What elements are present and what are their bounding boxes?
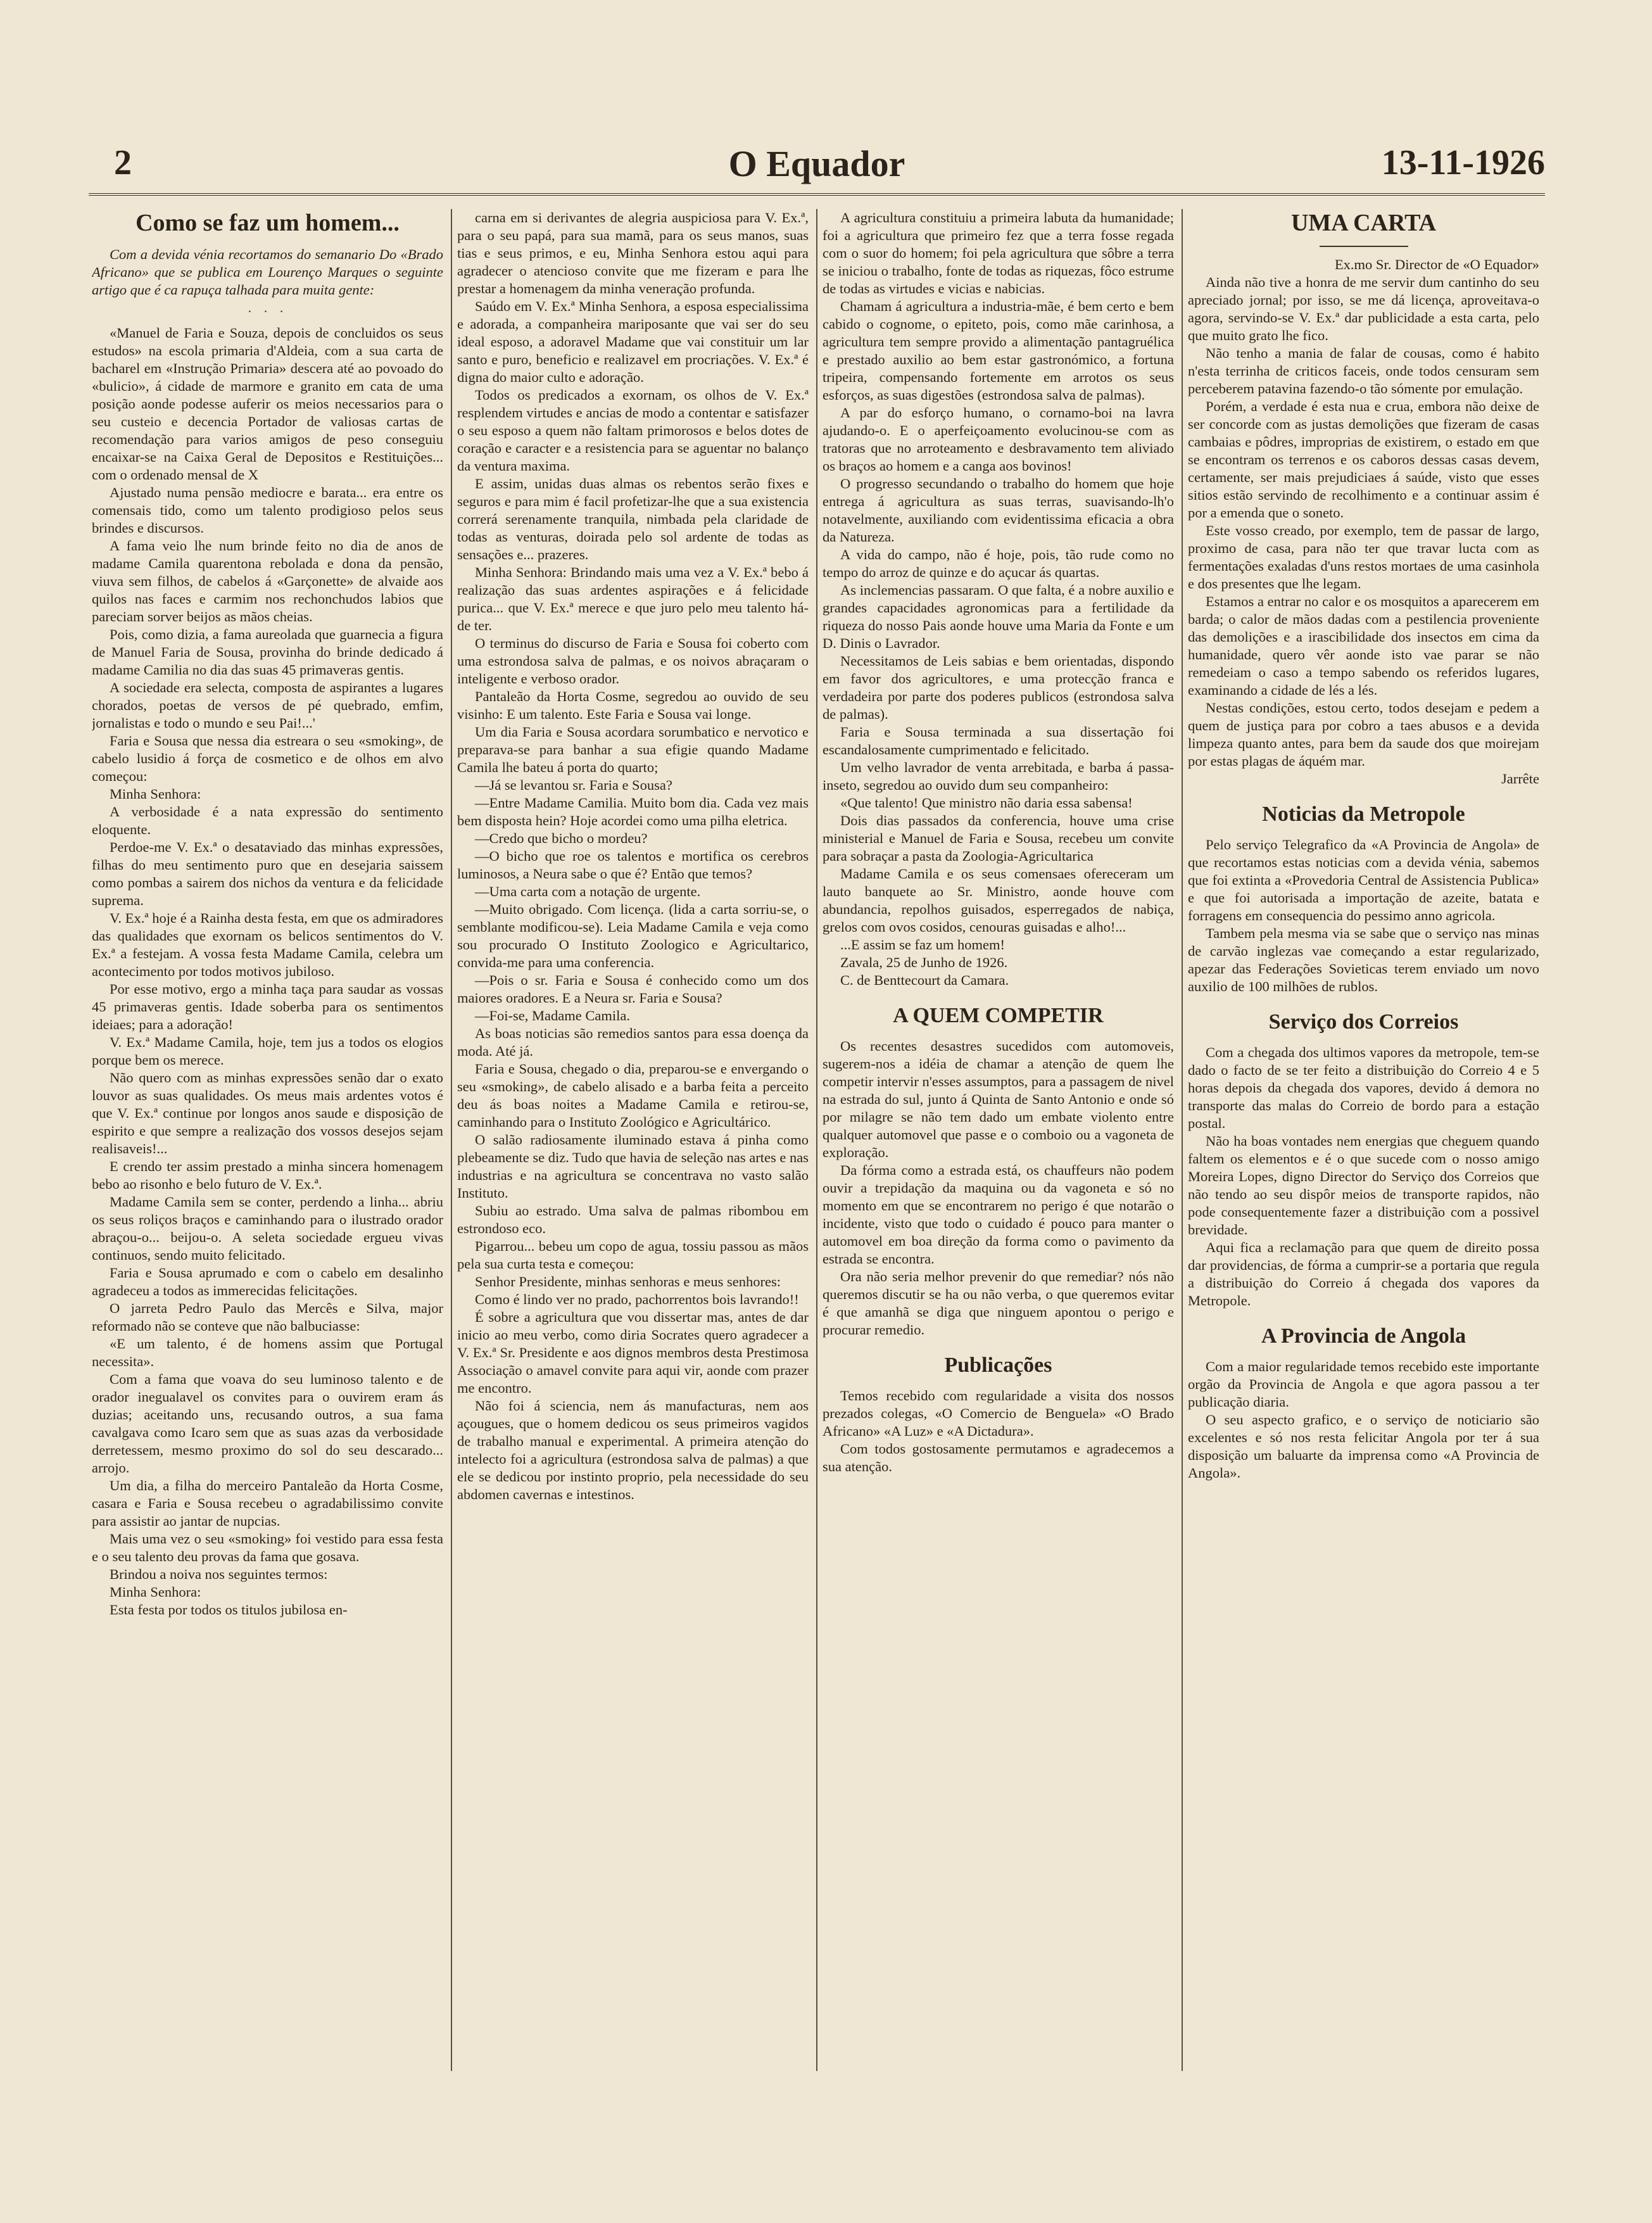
masthead-rule	[89, 193, 1545, 196]
paragraph: Todos os predicados a exornam, os olhos de V. Ex.ª resplendem virtudes e ancias de modo a contentar e satisfazer o seu esposo a quem não faltam primorosos e belos dotes de coração e caracter e a resistencia para se aguentar no balanço da ventura maxima.	[457, 387, 809, 474]
paragraph: Subiu ao estrado. Uma salva de palmas ribombou em estrondoso eco.	[457, 1203, 809, 1236]
article-intro: Com a devida vénia recortamos do semanario Do «Brado Africano» que se publica em Lourenço Marques o seguinte artigo que é ca rapuça talhada para muita gente:	[92, 246, 443, 298]
paragraph: A vida do campo, não é hoje, pois, tão rude como no tempo do arroz de quinze e do açucar ás quartas.	[823, 547, 1174, 580]
paragraph: Faria e Sousa aprumado e com o cabelo em desalinho agradeceu a todos as immerecidas felicitações.	[92, 1265, 443, 1298]
article-body-continued	[457, 209, 809, 1504]
paragraph: Não quero com as minhas expressões senão dar o exato louvor as suas qualidades. Os meus mais ardentes votos é que V. Ex.ª continue por longos anos saude e disposição de espirito e que sempre a realização dos vossos desejos sejam realisaveis!...	[92, 1070, 443, 1156]
paragraph: Minha Senhora: Brindando mais uma vez a V. Ex.ª bebo á realização das suas ardentes aspirações e á felicidade purica... que V. Ex.ª merece e que juro pelo meu talento há-de ter.	[457, 564, 809, 633]
competir-body	[823, 1037, 1174, 1339]
paragraph: Tambem pela mesma via se sabe que o serviço nas minas de carvão inglezas vae começando a estar regularizado, apezar das Federações Sovieticas terem enviado um novo auxilio de 100 milhões de rublos.	[1188, 925, 1539, 994]
paragraph: Pelo serviço Telegrafico da «A Provincia de Angola» de que recortamos estas noticias com a devida vénia, sabemos que foi extinta a «Provedoria Central de Assistencia Publica» e que foi autorisada a importação de azeite, batata e forragens em consequencia do pessimo anno agricola.	[1188, 837, 1539, 923]
paragraph: Um velho lavrador de venta arrebitada, e barba á passa-inseto, segredou ao ouvido dum seu companheiro:	[823, 759, 1174, 793]
divider	[1320, 246, 1408, 247]
paragraph: Estamos a entrar no calor e os mosquitos a aparecerem em barda; o calor de mãos dadas com a pestilencia proveniente das demolições e a irascibilidade dos insectos em cima da humanidade, quero vêr aonde isto vae parar se não remedeiam o caso a tempo sabendo os referidos lugares, examinando a cidade de lés a lés.	[1188, 593, 1539, 698]
paragraph: Esta festa por todos os titulos jubilosa en-	[110, 1602, 348, 1618]
paragraph: V. Ex.ª hoje é a Rainha desta festa, em que os admiradores das qualidades que exornam os belicos sentimentos do V. Ex.ª a festejam. A vossa festa Madame Camila, celebra um acontecimento por todos motivos jubiloso.	[92, 910, 443, 979]
paragraph: A par do esforço humano, o cornamo-boi na lavra ajudando-o. E o aperfeiçoamento evolucinou-se com as tratoras que no arroteamento e desbravamento tem aliviado os braços ao homem e a canga aos bovinos!	[823, 405, 1174, 474]
paragraph: Um dia, a filha do merceiro Pantaleão da Horta Cosme, casara e Faria e Sousa recebeu o agradabilissimo convite para assistir ao jantar de nupcias.	[92, 1478, 443, 1529]
paragraph: O progresso secundando o trabalho do homem que hoje entrega á agricultura as suas terras, suavisando-lh'o notavelmente, auxiliando com evidentissima eficacia a obra da Natureza.	[823, 476, 1174, 545]
paragraph: Perdoe-me V. Ex.ª o desataviado das minhas expressões, filhas do meu sentimento puro que en desejaria saissem como pombas a sairem dos nichos da ventura e da felicidade suprema.	[92, 839, 443, 908]
paragraph: A sociedade era selecta, composta de aspirantes a lugares chorados, poetas de versos de pé quebrado, emfim, jornalistas e todo o mundo e seu Pai!...'	[92, 680, 443, 731]
paragraph: —Credo que bicho o mordeu?	[475, 830, 648, 846]
paragraph: «E um talento, é de homens assim que Portugal necessita».	[92, 1336, 443, 1369]
paragraph: —Muito obrigado. Com licença. (lida a carta sorriu-se, o semblante modificou-se). Leia Madame Camila e veja como sou procurado O Instituto Zoologico e Agricultarico, convida-me para uma conferencia.	[457, 901, 809, 970]
paragraph: Madame Camila sem se conter, perdendo a linha... abriu os seus roliços braços e caminhando para o ilustrado orador abraçou-o... beijou-o. A seleta sociedade ergueu vivas continuos, sendo muito felicitado.	[92, 1194, 443, 1263]
paragraph: Não foi á sciencia, nem ás manufacturas, nem aos açougues, que o homem dedicou os seus primeiros vagidos de trabalho manual e experimental. A primeira atenção do intelecto foi a agricultura (estrondosa salva de palmas) a que ele se dedicou por instinto proprio, pela necessidade do seu abdomen cavernas e intestinos.	[457, 1398, 809, 1502]
paragraph: A verbosidade é a nata expressão do sentimento eloquente.	[92, 804, 443, 837]
paragraph: É sobre a agricultura que vou dissertar mas, antes de dar inicio ao meu verbo, como diria Socrates quero agradecer a V. Ex.ª Sr. Presidente e aos dignos membros desta Prestimosa Associação o amavel convite para aqui vir, aonde com prazer me encontro.	[457, 1309, 809, 1396]
paragraph: —Pois o sr. Faria e Sousa é conhecido como um dos maiores oradores. E a Neura sr. Faria e Sousa?	[457, 972, 809, 1006]
column-divider	[816, 209, 817, 2071]
paragraph: Ainda não tive a honra de me servir dum cantinho do seu apreciado jornal; por isso, se me dá licença, aproveitava-o agora, servindo-se V. Ex.ª dar publicidade a esta carta, pelo que muito grato lhe fico.	[1188, 274, 1539, 343]
paragraph: ...E assim se faz um homem!	[840, 937, 1005, 953]
paragraph: Minha Senhora:	[110, 1584, 201, 1600]
paragraph: Faria e Sousa, chegado o dia, preparou-se e envergando o seu «smoking», de cabelo alisado e a barba feita a perceito deu ás boas noites a Madame Camila e retirou-se, caminhando para o Instituto Zoológico e Agricultárico.	[457, 1061, 809, 1130]
paragraph: Temos recebido com regularidade a visita dos nossos prezados colegas, «O Comercio de Benguela» «O Brado Africano» «A Luz» e «A Dictadura».	[823, 1388, 1174, 1439]
article-body	[92, 324, 443, 1619]
paragraph: —Entre Madame Camilia. Muito bom dia. Cada vez mais bem disposta hein? Hoje acordei como uma pilha eletrica.	[457, 795, 809, 828]
angola-title: A Provincia de Angola	[1261, 1324, 1466, 1348]
paragraph: Os recentes desastres sucedidos com automoveis, sugerem-nos a idéia de chamar a atenção de quem lhe competir intervir n'esses assumptos, para a passagem de nivel na estrada do sul, junto á Quinta de Santo Antonio e onde só por milagre se não tem dado um embate violento entre qualquer automovel que passe e o comboio ou a vagoneta de exploração.	[823, 1038, 1174, 1160]
paragraph: Necessitamos de Leis sabias e bem orientadas, dispondo em favor dos agricultores, e uma protecção franca e verdadeira por parte dos poderes publicos (estrondosa salva de palmas).	[823, 653, 1174, 722]
column-divider	[1182, 209, 1183, 2071]
paragraph: Pois, como dizia, a fama aureolada que guarnecia a figura de Manuel Faria de Sousa, provinha do brinde dedicado á madame Camilia no dia das suas 45 primaveras gentis.	[92, 626, 443, 678]
paragraph: Aqui fica a reclamação para que quem de direito possa dar providencias, de fórma a cumprir-se a portaria que regula a distribuição do Correio á chegada dos vapores da Metropole.	[1188, 1239, 1539, 1308]
masthead	[89, 142, 1545, 193]
paragraph: Ora não seria melhor prevenir do que remediar? nós não queremos discutir se ha ou não verba, o que queremos evitar é que amanhã se diga que ninguem apontou o perigo e procurar remedio.	[823, 1269, 1174, 1338]
issue-date: 13-11-1926	[1381, 143, 1545, 182]
paragraph: «Manuel de Faria e Souza, depois de concluidos os seus estudos» na escola primaria d'Aldeia, com a sua carta de bacharel em «Instrução Primaria» descera até ao povoado do «bulicio», á cidade de marmore e granito em cata de uma posição aonde podesse auferir os meios necessarios para o seu custeio e decencia Portador de valiosas cartas de recomendação para varios amigos de peso conseguiu encaixar-se na Caixa Geral de Depositos e Restituições... com o ordenado mensal de X	[92, 325, 443, 483]
publicacoes-body	[823, 1387, 1174, 1476]
column-4	[1188, 209, 1539, 2071]
column-3	[823, 209, 1174, 2071]
paragraph: —Uma carta com a notação de urgente.	[475, 884, 701, 899]
paragraph: Dois dias passados da conferencia, houve uma crise ministerial e Manuel de Faria e Sousa, recebeu um convite para sobraçar a pasta da Zoologia-Agricultarica	[823, 813, 1174, 864]
paragraph: «Que talento! Que ministro não daria essa sabensa!	[840, 795, 1133, 811]
paragraph: —Já se levantou sr. Faria e Sousa?	[475, 777, 672, 793]
divider: · · ·	[247, 303, 288, 319]
paragraph: Faria e Sousa que nessa dia estreara o seu «smoking», de cabelo lusidio á força de cosmetico e de olhos em alvo começou:	[92, 733, 443, 784]
paragraph: Com a fama que voava do seu luminoso talento e de orador inegualavel os convites para o ouvirem eram ás duzias; aceitando uns, recusando outros, a sua fama cavalgava como Icaro sem que as suas azas da verbosidade derretessem, mesmo proximo do sol do seu descarado... arrojo.	[92, 1371, 443, 1476]
paragraph: Porém, a verdade é esta nua e crua, embora não deixe de ser concorde com as justas demolições que fizeram de casas cambaias e pôdres, improprias de existirem, o estado em que se encontram os terrenos e os caboros dessas casas devem, certamente, ser mais prejudiciaes á saúde, visto que esses sitios estão servindo de recolhimento e a continuar assim é por a emenda que o soneto.	[1188, 398, 1539, 521]
paragraph: Com a maior regularidade temos recebido este importante orgão da Provincia de Angola e que agora passou a ter publicação diaria.	[1188, 1358, 1539, 1410]
paragraph: Chamam á agricultura a industria-mãe, é bem certo e bem cabido o cognome, o epiteto, pois, como mãe carinhosa, a agricultura tem sempre provido a alimentação pantagruélica e prestado auxilio ao bem estar gastronómico, a fortuna tripeira, compensando fortemente em arrotos os seus esforços, as suas digestões (estrondosa salva de palmas).	[823, 298, 1174, 403]
column-1	[92, 209, 443, 2071]
paragraph: Um dia Faria e Sousa acordara sorumbatico e nervotico e preparava-se para banhar a sua efigie quando Madame Camila lhe bateu á porta do quarto;	[457, 724, 809, 775]
column-divider	[451, 209, 452, 2071]
paragraph: Não tenho a mania de falar de cousas, como é habito n'esta terrinha de criticos faceis, onde todos censuram sem perceberem patavina fazendo-o tão sómente por emulação.	[1188, 345, 1539, 396]
paragraph: O jarreta Pedro Paulo das Mercês e Silva, major reformado não se conteve que não balbuciasse:	[92, 1300, 443, 1334]
noticias-body	[1188, 836, 1539, 996]
angola-body	[1188, 1358, 1539, 1482]
article-body-ending	[823, 209, 1174, 989]
carta-body	[1188, 274, 1539, 770]
paragraph: V. Ex.ª Madame Camila, hoje, tem jus a todos os elogios porque bem os merece.	[92, 1034, 443, 1068]
noticias-title: Noticias da Metropole	[1262, 802, 1465, 826]
carta-title: UMA CARTA	[1290, 210, 1437, 236]
paragraph: Pigarrou... bebeu um copo de agua, tossiu passou as mãos pela sua curta testa e começou:	[457, 1238, 809, 1272]
paragraph: —Foi-se, Madame Camila.	[475, 1008, 630, 1023]
paragraph: Senhor Presidente, minhas senhoras e meus senhores:	[475, 1274, 781, 1289]
paragraph: carna em si derivantes de alegria auspiciosa para V. Ex.ª, para o seu papá, para sua mamã, para os seus manos, suas tias e seus primos, e eu, Minha Senhora estou aqui para agradecer o atencioso convite que me fizeram e para lhe prestar a homenagem da minha veneração profunda.	[457, 210, 809, 296]
paragraph: Da fórma como a estrada está, os chauffeurs não podem ouvir a trepidação da maquina ou da vagoneta e só no momento em que se encontrarem no perigo é que notarão o incidente, visto que todo o cuidado é pouco para manter o automovel em boa direção da forma como o pavimento da estrada se encontra.	[823, 1162, 1174, 1267]
paragraph: Faria e Sousa terminada a sua dissertação foi escandalosamente cumprimentado e felicitado.	[823, 724, 1174, 757]
competir-title: A QUEM COMPETIR	[893, 1004, 1104, 1027]
newspaper-title: O Equador	[728, 143, 905, 184]
paragraph: —O bicho que roe os talentos e mortifica os cerebros luminosos, a Neura sabe o que é? Então que temos?	[457, 848, 809, 882]
paragraph: O salão radiosamente iluminado estava á pinha como plebeamente se diz. Tudo que havia de seleção nas artes e nas industrias e na agricultura se concentrava no vasto salão Instituto.	[457, 1132, 809, 1201]
article-title: Como se faz um homem...	[136, 210, 400, 236]
paragraph: Por esse motivo, ergo a minha taça para saudar as vossas 45 primaveras gentis. Idade soberba para os sentimentos ideiaes; para a adoração!	[92, 981, 443, 1032]
paragraph: As inclemencias passaram. O que falta, é a nobre auxilio e grandes capacidades agronomicas para a fertilidade da riqueza do nosso Pais aonde houve uma Maria da Fonte e um D. Dinis o Lavrador.	[823, 582, 1174, 651]
paragraph: Madame Camila e os seus comensaes ofereceram um lauto banquete ao Sr. Ministro, aonde houve com abundancia, repolhos guisados, esperregados de nabiça, grelos com ovos cosidos, cenouras guisadas e alho!...	[823, 866, 1174, 935]
correios-title: Serviço dos Correios	[1268, 1010, 1459, 1034]
publicacoes-title: Publicações	[944, 1353, 1052, 1377]
paragraph: Ajustado numa pensão mediocre e barata... era entre os comensais tido, como um talento prodigioso pelos seus brindes e discursos.	[92, 484, 443, 536]
paragraph: Saúdo em V. Ex.ª Minha Senhora, a esposa especialissima e adorada, a companheira mariposante que vai ser do seu ideal esposo, a adoravel Madame que vai constituir um lar santo e puro, beneficio e realizavel em procriações. V. Ex.ª é digna do maior culto e adoração.	[457, 298, 809, 385]
paragraph: Nestas condições, estou certo, todos desejam e pedem a quem de justiça para por cobro a taes abusos e a devida limpeza quanto antes, para bem da saude dos que moirejam por estas plagas de áquém mar.	[1188, 700, 1539, 769]
paragraph: E crendo ter assim prestado a minha sincera homenagem bebo ao risonho e belo futuro de V. Ex.ª.	[92, 1158, 443, 1192]
paragraph: C. de Benttecourt da Camara.	[840, 972, 1009, 988]
paragraph: Mais uma vez o seu «smoking» foi vestido para essa festa e o seu talento deu provas da fama que gosava.	[92, 1531, 443, 1564]
paragraph: Com todos gostosamente permutamos e agradecemos a sua atenção.	[823, 1441, 1174, 1474]
paragraph: Pantaleão da Horta Cosme, segredou ao ouvido de seu visinho: E um talento. Este Faria e Sousa vai longe.	[457, 688, 809, 722]
paragraph: Zavala, 25 de Junho de 1926.	[840, 954, 1008, 970]
paragraph: E assim, unidas duas almas os rebentos serão fixes e seguros e para mim é facil profetizar-lhe que a sua existencia correrá serenamente tranquila, nimbada pela claridade de todas as venturas, doirada pelo sol ardente de todas as sensações e... prazeres.	[457, 476, 809, 562]
paragraph: Como é lindo ver no prado, pachorrentos bois lavrando!!	[475, 1291, 799, 1307]
paragraph: As boas noticias são remedios santos para essa doença da moda. Até já.	[457, 1025, 809, 1059]
carta-signature: Jarrête	[1501, 771, 1539, 787]
paragraph: Com a chegada dos ultimos vapores da metropole, tem-se dado o facto de se ter feito a distribuição do Correio 4 e 5 horas depois da chegada dos vapores, devido á demora no transporte das malas do Correio de bordo para a estação postal.	[1188, 1044, 1539, 1131]
paragraph: Este vosso creado, por exemplo, tem de passar de largo, proximo de casa, para não ter que travar lucta com as fermentações exaladas d'uns restos mortaes de uma casinhola e dos presentes que lhe legam.	[1188, 522, 1539, 592]
paragraph: A agricultura constituiu a primeira labuta da humanidade; foi a agricultura que primeiro fez que a terra fosse regada com o suor do homem; foi pela agricultura que sôbre a terra se iniciou o trabalho, fonte de todas as riquezas, fôco estrume de todas as virtudes e vicias e nabicias.	[823, 210, 1174, 296]
column-2	[457, 209, 809, 2071]
paragraph: Minha Senhora:	[110, 786, 201, 802]
paragraph: O seu aspecto grafico, e o serviço de noticiario são excelentes e só nos resta felicitar Angola por ter á sua disposição um baluarte da imprensa como «A Provincia de Angola».	[1188, 1412, 1539, 1481]
paragraph: A fama veio lhe num brinde feito no dia de anos de madame Camila quarentona rebolada e dona da pensão, viuva sem filhos, de cabelos á «Garçonette» de alvaide aos quilos nas faces e carmim nos rechonchudos labios que pareciam sorver beijos as mãos cheias.	[92, 538, 443, 624]
correios-body	[1188, 1044, 1539, 1310]
paragraph: Brindou a noiva nos seguintes termos:	[110, 1566, 328, 1582]
carta-salutation: Ex.mo Sr. Director de «O Equador»	[1334, 256, 1539, 272]
page-number: 2	[114, 143, 132, 182]
paragraph: O terminus do discurso de Faria e Sousa foi coberto com uma estrondosa salva de palmas, e os noivos abraçaram o inteligente e verboso orador.	[457, 635, 809, 687]
paragraph: Não ha boas vontades nem energias que cheguem quando faltem os elementos e é o que sucede com o nosso amigo Moreira Lopes, digno Director do Serviço dos Correios que não tendo ao seu dispôr meios de transporte rapidos, não pode consequentemente fazer a distribuição com a possivel brevidade.	[1188, 1133, 1539, 1238]
